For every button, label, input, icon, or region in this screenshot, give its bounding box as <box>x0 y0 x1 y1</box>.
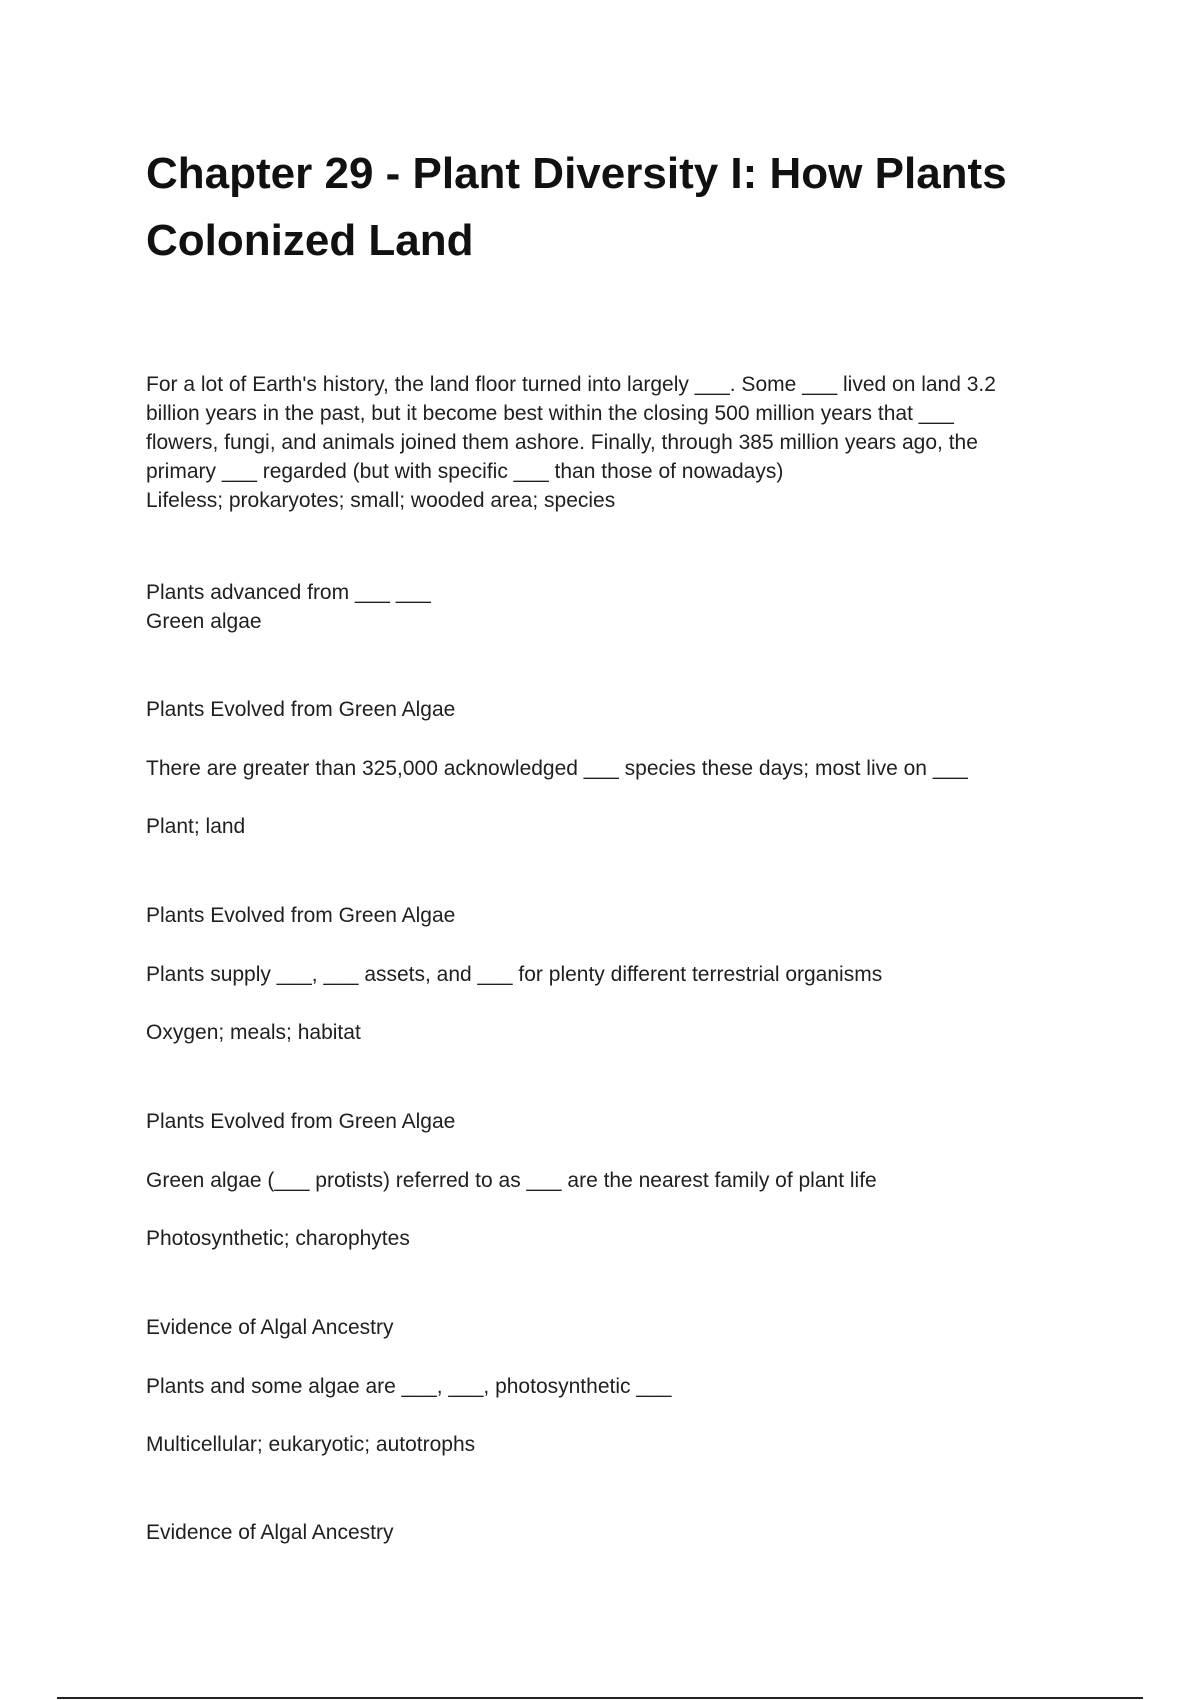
card-heading: Plants Evolved from Green Algae <box>146 904 456 927</box>
card-heading: Plants Evolved from Green Algae <box>146 1110 456 1133</box>
intro-paragraph <box>146 370 1076 515</box>
intro-line: primary ___ regarded (but with specific ___ than those of nowadays) <box>146 460 784 483</box>
card-1 <box>146 578 1076 636</box>
page-divider <box>57 1697 1143 1699</box>
card-answer: Green algae <box>146 610 262 633</box>
card-answer: Multicellular; eukaryotic; autotrophs <box>146 1433 476 1456</box>
card-question: Green algae (___ protists) referred to as ___ are the nearest family of plant life <box>146 1169 877 1192</box>
intro-answer: Lifeless; prokaryotes; small; wooded area; species <box>146 489 616 512</box>
card-question: Plants and some algae are ___, ___, photosynthetic ___ <box>146 1375 672 1398</box>
intro-line: billion years in the past, but it become best within the closing 500 million years that ___ <box>146 402 954 425</box>
card-heading: Plants Evolved from Green Algae <box>146 698 456 721</box>
page-title: Chapter 29 - Plant Diversity I: How Plants Colonized Land <box>146 149 1007 265</box>
card-heading: Evidence of Algal Ancestry <box>146 1316 394 1339</box>
card-question: There are greater than 325,000 acknowledged ___ species these days; most live on ___ <box>146 757 968 780</box>
card-answer: Plant; land <box>146 815 246 838</box>
card-answer: Oxygen; meals; habitat <box>146 1021 361 1044</box>
card-question: Plants advanced from ___ ___ <box>146 581 431 604</box>
intro-line: flowers, fungi, and animals joined them ashore. Finally, through 385 million years ago, the <box>146 431 978 454</box>
intro-line: For a lot of Earth's history, the land floor turned into largely ___. Some ___ lived on land 3.2 <box>146 373 996 396</box>
card-question: Plants supply ___, ___ assets, and ___ for plenty different terrestrial organisms <box>146 963 883 986</box>
card-answer: Photosynthetic; charophytes <box>146 1227 410 1250</box>
card-heading: Evidence of Algal Ancestry <box>146 1521 394 1544</box>
